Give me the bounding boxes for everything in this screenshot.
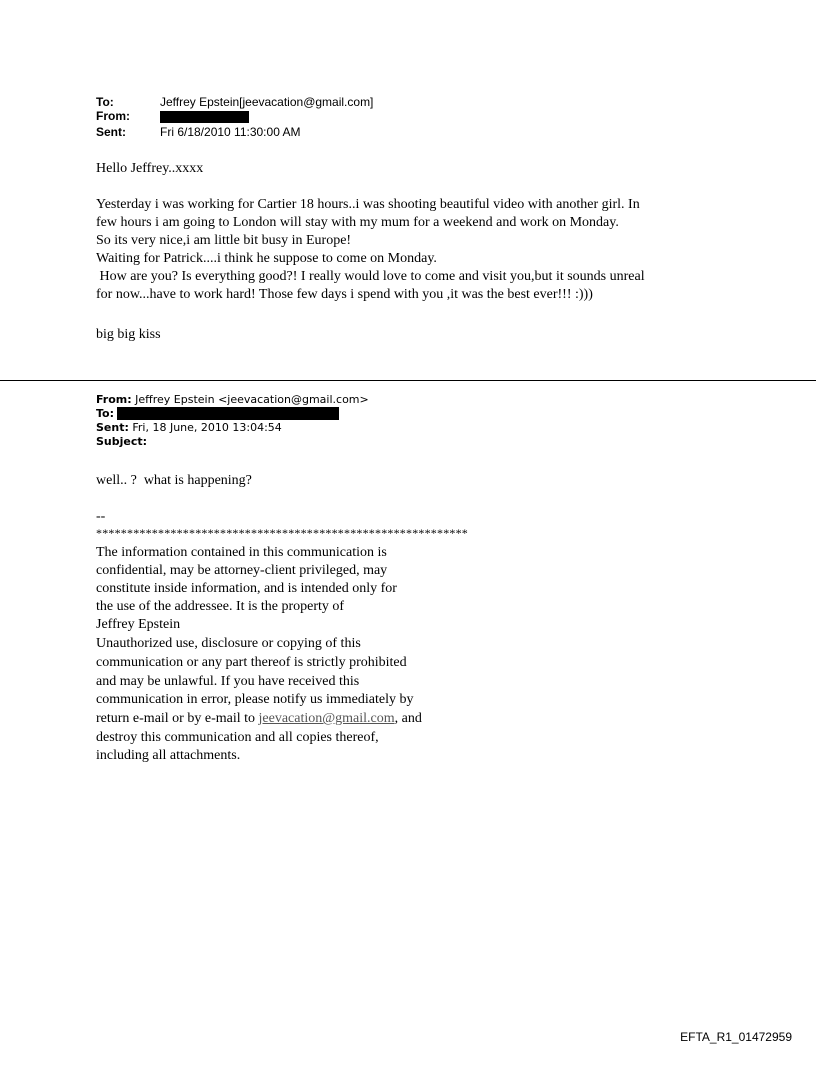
disclaimer-line: including all attachments.	[96, 748, 241, 763]
document-id: EFTA_R1_01472959	[680, 1030, 792, 1044]
email2-header-subject	[96, 435, 147, 448]
sent-value: Fri 6/18/2010 11:30:00 AM	[160, 125, 301, 139]
disclaimer-line: and may be unlawful. If you have received this	[96, 674, 360, 689]
disclaimer-line: communication in error, please notify us immediately by	[96, 692, 414, 707]
email1-greeting: Hello Jeffrey..xxxx	[96, 161, 204, 176]
signature-stars: ************************************************************	[96, 526, 468, 540]
email1-body-line: So its very nice,i am little bit busy in Europe!	[96, 233, 352, 248]
subject-label: Subject:	[96, 435, 148, 448]
disclaimer-line: Unauthorized use, disclosure or copying of this	[96, 636, 361, 651]
disclaimer-text: , and	[394, 711, 422, 726]
email1-body-line: How are you? Is everything good?! I really would love to come and visit you,but it sounds unreal	[96, 269, 645, 284]
from-value: Jeffrey Epstein <jeevacation@gmail.com>	[131, 393, 369, 406]
to-label: To:	[96, 407, 114, 420]
sent-label: Sent:	[96, 125, 126, 139]
email1-body-line: Yesterday i was working for Cartier 18 hours..i was shooting beautiful video with another girl. In	[96, 197, 640, 212]
to-label: To:	[96, 95, 114, 109]
email2-body: well.. ? what is happening?	[96, 473, 252, 488]
disclaimer-line-with-link	[96, 710, 422, 728]
sent-value: Fri, 18 June, 2010 13:04:54	[128, 421, 282, 434]
disclaimer-text: return e-mail or by e-mail to	[96, 711, 259, 726]
email1-body-line: Waiting for Patrick....i think he suppose to come on Monday.	[96, 251, 437, 266]
email2-header-from	[96, 393, 369, 406]
email-link[interactable]: jeevacation@gmail.com	[258, 711, 395, 726]
from-label: From:	[96, 393, 132, 406]
disclaimer-line: constitute inside information, and is intended only for	[96, 581, 397, 596]
email2-header-sent	[96, 421, 282, 434]
sent-label: Sent:	[96, 421, 129, 434]
disclaimer-line: communication or any part thereof is strictly prohibited	[96, 655, 407, 670]
divider	[0, 380, 816, 381]
signature-dashes: --	[96, 509, 106, 524]
redaction-bar	[160, 111, 249, 123]
disclaimer-line: confidential, may be attorney-client privileged, may	[96, 563, 388, 578]
from-label: From:	[96, 109, 130, 123]
email1-body-line: for now...have to work hard! Those few days i spend with you ,it was the best ever!!! :)))	[96, 287, 593, 302]
disclaimer-line: destroy this communication and all copies thereof,	[96, 730, 379, 745]
email2-header-to	[96, 407, 114, 420]
redaction-bar	[117, 407, 339, 420]
email1-body-line: few hours i am going to London will stay with my mum for a weekend and work on Monday.	[96, 215, 619, 230]
email1-signoff: big big kiss	[96, 327, 161, 342]
disclaimer-line: Jeffrey Epstein	[96, 617, 181, 632]
to-value: Jeffrey Epstein[jeevacation@gmail.com]	[160, 95, 374, 109]
disclaimer-line: The information contained in this communication is	[96, 545, 387, 560]
disclaimer-line: the use of the addressee. It is the property of	[96, 599, 345, 614]
